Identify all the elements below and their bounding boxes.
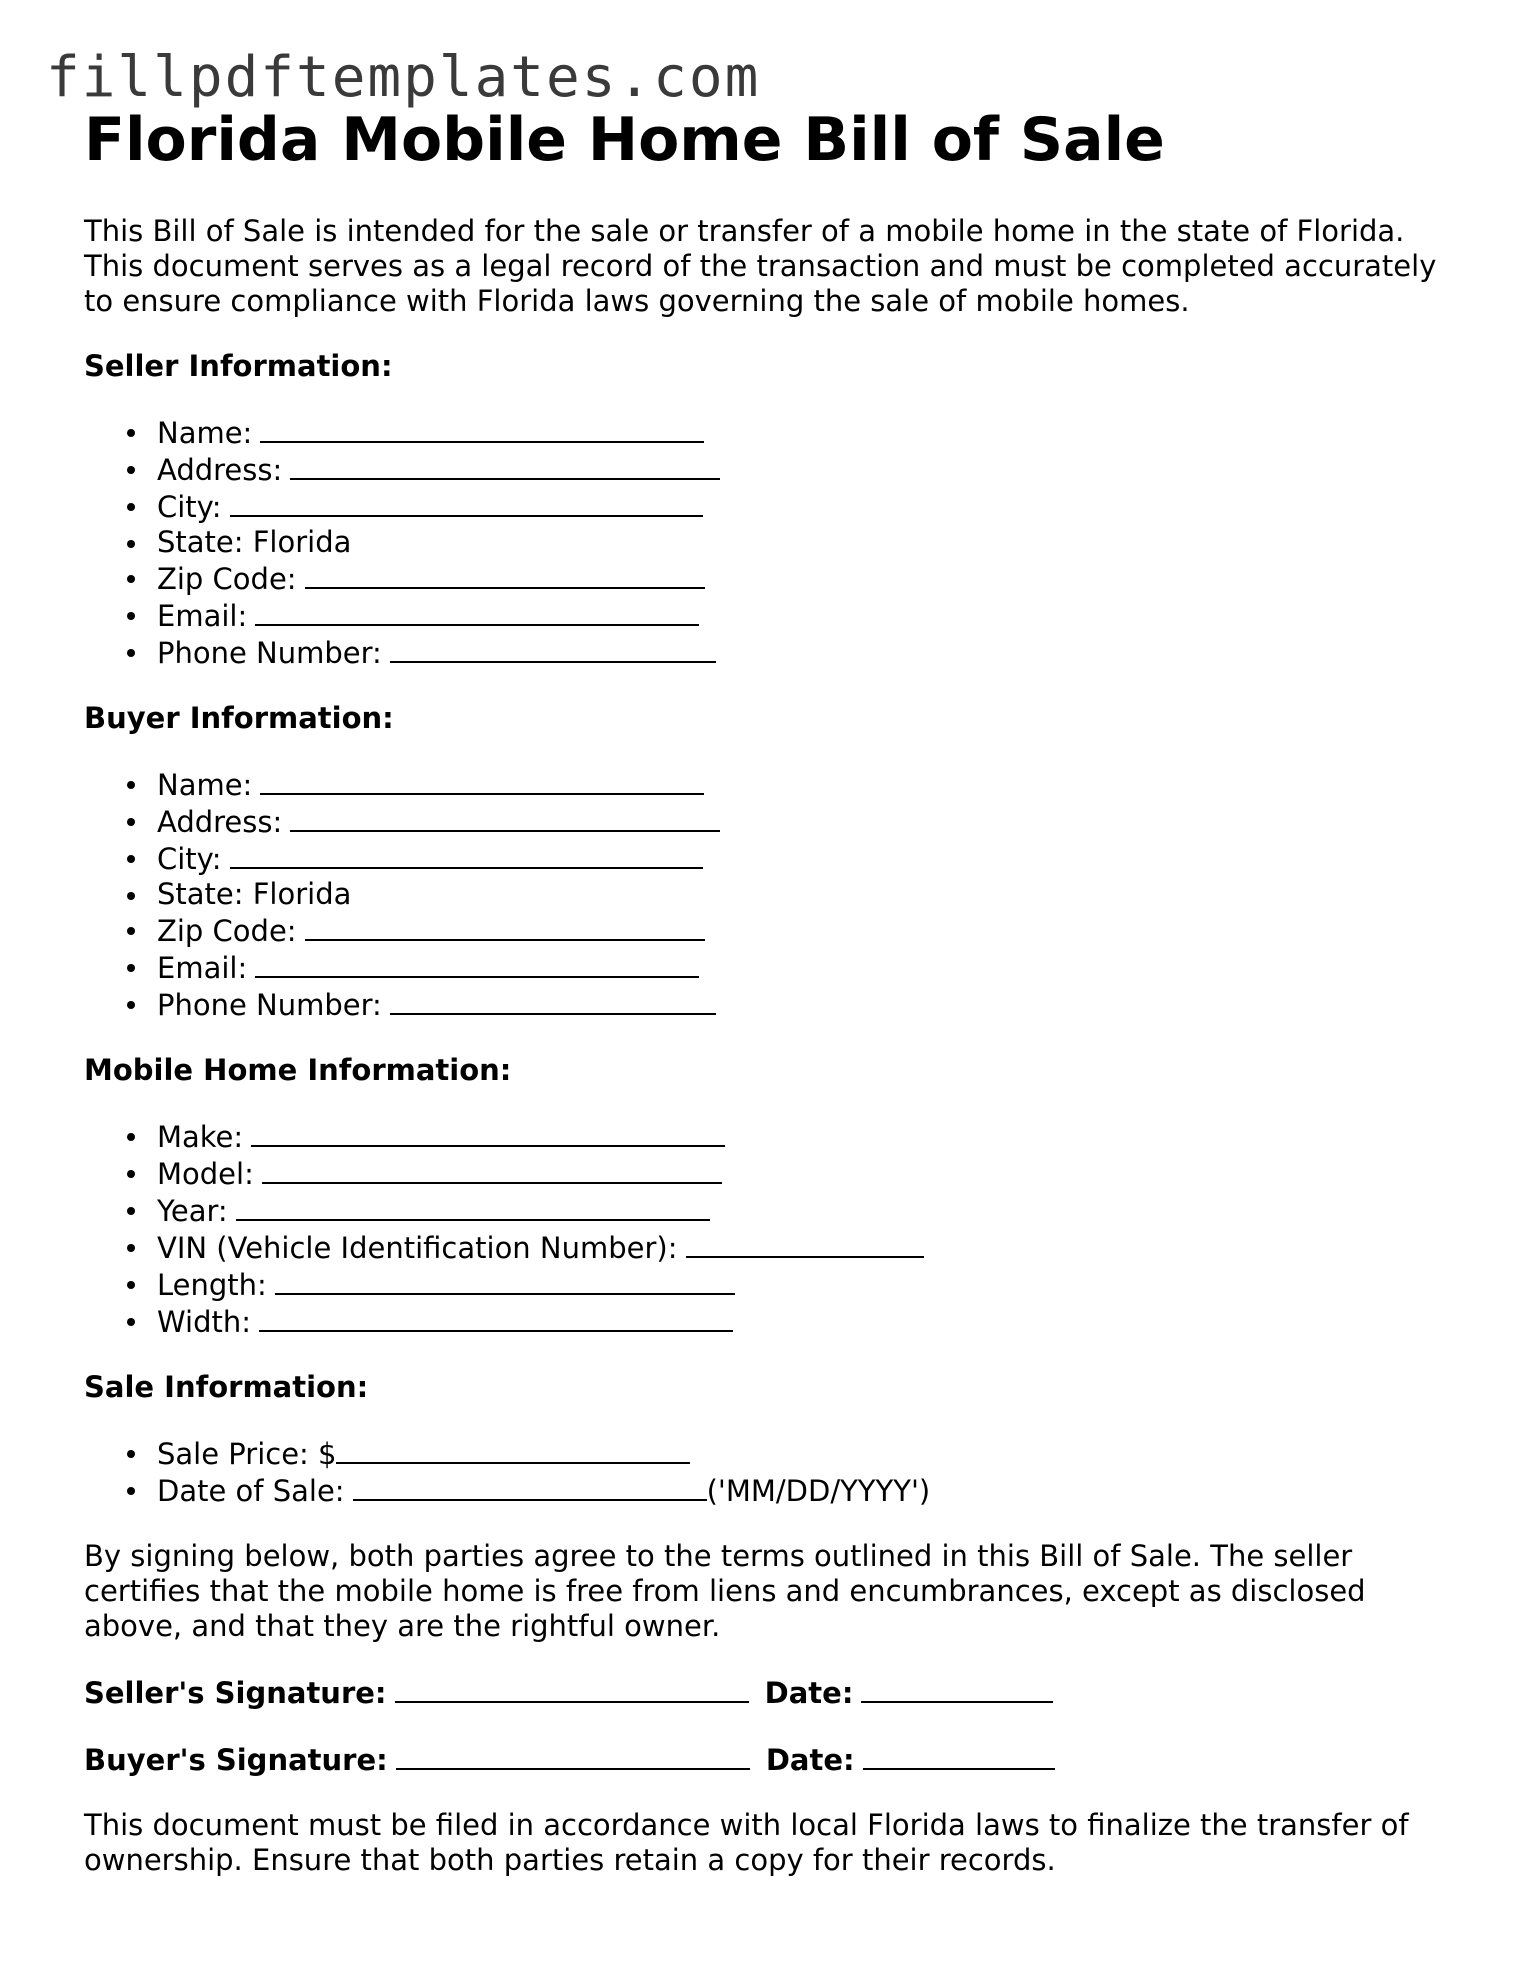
- seller-phone-blank[interactable]: [390, 634, 716, 663]
- length-field: [157, 1266, 1454, 1303]
- seller-signature-row: [84, 1674, 1454, 1711]
- seller-city-field: [157, 488, 1454, 525]
- buyer-phone-blank[interactable]: [390, 986, 716, 1015]
- closing-paragraph: This document must be filed in accordance with local Florida laws to finalize the transfer of ownership. Ensure that both parties retain a copy for their records.: [84, 1808, 1409, 1877]
- buyer-signature-label: Buyer's Signature:: [84, 1743, 388, 1777]
- buyer-address-field: [157, 803, 1454, 840]
- seller-section-heading: Seller Information:: [84, 349, 393, 383]
- seller-state-label: State: Florida: [157, 525, 352, 559]
- length-label: Length:: [157, 1268, 267, 1302]
- buyer-section-heading: Buyer Information:: [84, 701, 394, 735]
- vin-blank[interactable]: [686, 1229, 924, 1258]
- seller-email-field: [157, 597, 1454, 634]
- seller-name-label: Name:: [157, 416, 253, 450]
- sale-price-blank[interactable]: [336, 1435, 690, 1464]
- seller-date-label: Date:: [764, 1676, 854, 1710]
- buyer-date-blank[interactable]: [863, 1741, 1055, 1770]
- mobile-home-field-list: [84, 1118, 1454, 1340]
- seller-field-list: [84, 414, 1454, 671]
- buyer-email-label: Email:: [157, 951, 248, 985]
- seller-zip-field: [157, 560, 1454, 597]
- make-label: Make:: [157, 1120, 244, 1154]
- year-blank[interactable]: [236, 1192, 710, 1221]
- buyer-zip-label: Zip Code:: [157, 914, 297, 948]
- seller-city-label: City:: [157, 490, 222, 524]
- seller-email-blank[interactable]: [255, 597, 699, 626]
- seller-state-field: [157, 525, 1454, 560]
- seller-phone-field: [157, 634, 1454, 671]
- buyer-signature-blank[interactable]: [396, 1741, 750, 1770]
- buyer-state-label: State: Florida: [157, 877, 352, 911]
- mobile-home-section-heading: Mobile Home Information:: [84, 1053, 512, 1087]
- vin-field: [157, 1229, 1454, 1266]
- seller-zip-label: Zip Code:: [157, 562, 297, 596]
- buyer-zip-field: [157, 912, 1454, 949]
- seller-name-blank[interactable]: [260, 414, 704, 443]
- buyer-email-field: [157, 949, 1454, 986]
- sale-field-list: [84, 1435, 1454, 1509]
- buyer-field-list: [84, 766, 1454, 1023]
- seller-name-field: [157, 414, 1454, 451]
- make-blank[interactable]: [251, 1118, 725, 1147]
- width-blank[interactable]: [259, 1303, 733, 1332]
- make-field: [157, 1118, 1454, 1155]
- buyer-name-blank[interactable]: [260, 766, 704, 795]
- buyer-zip-blank[interactable]: [305, 912, 705, 941]
- width-field: [157, 1303, 1454, 1340]
- seller-address-blank[interactable]: [290, 451, 720, 480]
- sale-section-heading: Sale Information:: [84, 1370, 369, 1404]
- year-field: [157, 1192, 1454, 1229]
- buyer-address-blank[interactable]: [290, 803, 720, 832]
- buyer-state-field: [157, 877, 1454, 912]
- buyer-phone-field: [157, 986, 1454, 1023]
- buyer-name-field: [157, 766, 1454, 803]
- sale-price-label: Sale Price: $: [157, 1437, 337, 1471]
- seller-zip-blank[interactable]: [305, 560, 705, 589]
- agreement-paragraph: By signing below, both parties agree to the terms outlined in this Bill of Sale. The seller certifies that the mobile home is free from liens and encumbrances, except as disclosed above, and that they are the rightful owner.: [84, 1539, 1366, 1643]
- sale-price-field: [157, 1435, 1454, 1472]
- buyer-city-label: City:: [157, 842, 222, 876]
- length-blank[interactable]: [275, 1266, 735, 1295]
- sale-date-blank[interactable]: [353, 1472, 707, 1501]
- buyer-email-blank[interactable]: [255, 949, 699, 978]
- seller-signature-label: Seller's Signature:: [84, 1676, 387, 1710]
- seller-email-label: Email:: [157, 599, 248, 633]
- model-blank[interactable]: [262, 1155, 722, 1184]
- seller-address-label: Address:: [157, 453, 283, 487]
- seller-signature-blank[interactable]: [395, 1674, 749, 1703]
- buyer-city-blank[interactable]: [230, 840, 703, 869]
- seller-date-blank[interactable]: [861, 1674, 1053, 1703]
- buyer-phone-label: Phone Number:: [157, 988, 382, 1022]
- sale-date-format: ('MM/DD/YYYY'): [706, 1474, 931, 1508]
- buyer-name-label: Name:: [157, 768, 253, 802]
- model-label: Model:: [157, 1157, 254, 1191]
- document-page: [84, 100, 1454, 1878]
- width-label: Width:: [157, 1305, 252, 1339]
- year-label: Year:: [157, 1194, 228, 1228]
- buyer-signature-row: [84, 1741, 1454, 1778]
- seller-city-blank[interactable]: [230, 488, 703, 517]
- buyer-address-label: Address:: [157, 805, 283, 839]
- buyer-date-label: Date:: [765, 1743, 855, 1777]
- document-title: Florida Mobile Home Bill of Sale: [84, 105, 1165, 175]
- seller-address-field: [157, 451, 1454, 488]
- buyer-city-field: [157, 840, 1454, 877]
- seller-phone-label: Phone Number:: [157, 636, 382, 670]
- watermark: fillpdftemplates.com: [46, 45, 761, 110]
- sale-date-field: [157, 1472, 1454, 1509]
- model-field: [157, 1155, 1454, 1192]
- intro-paragraph: This Bill of Sale is intended for the sale or transfer of a mobile home in the state of Florida. This document serves as a legal record of the transaction and must be completed accurately to ensure compliance with Florida laws governing the sale of mobile homes.: [84, 214, 1437, 318]
- sale-date-label: Date of Sale:: [157, 1474, 345, 1508]
- vin-label: VIN (Vehicle Identification Number):: [157, 1231, 678, 1265]
